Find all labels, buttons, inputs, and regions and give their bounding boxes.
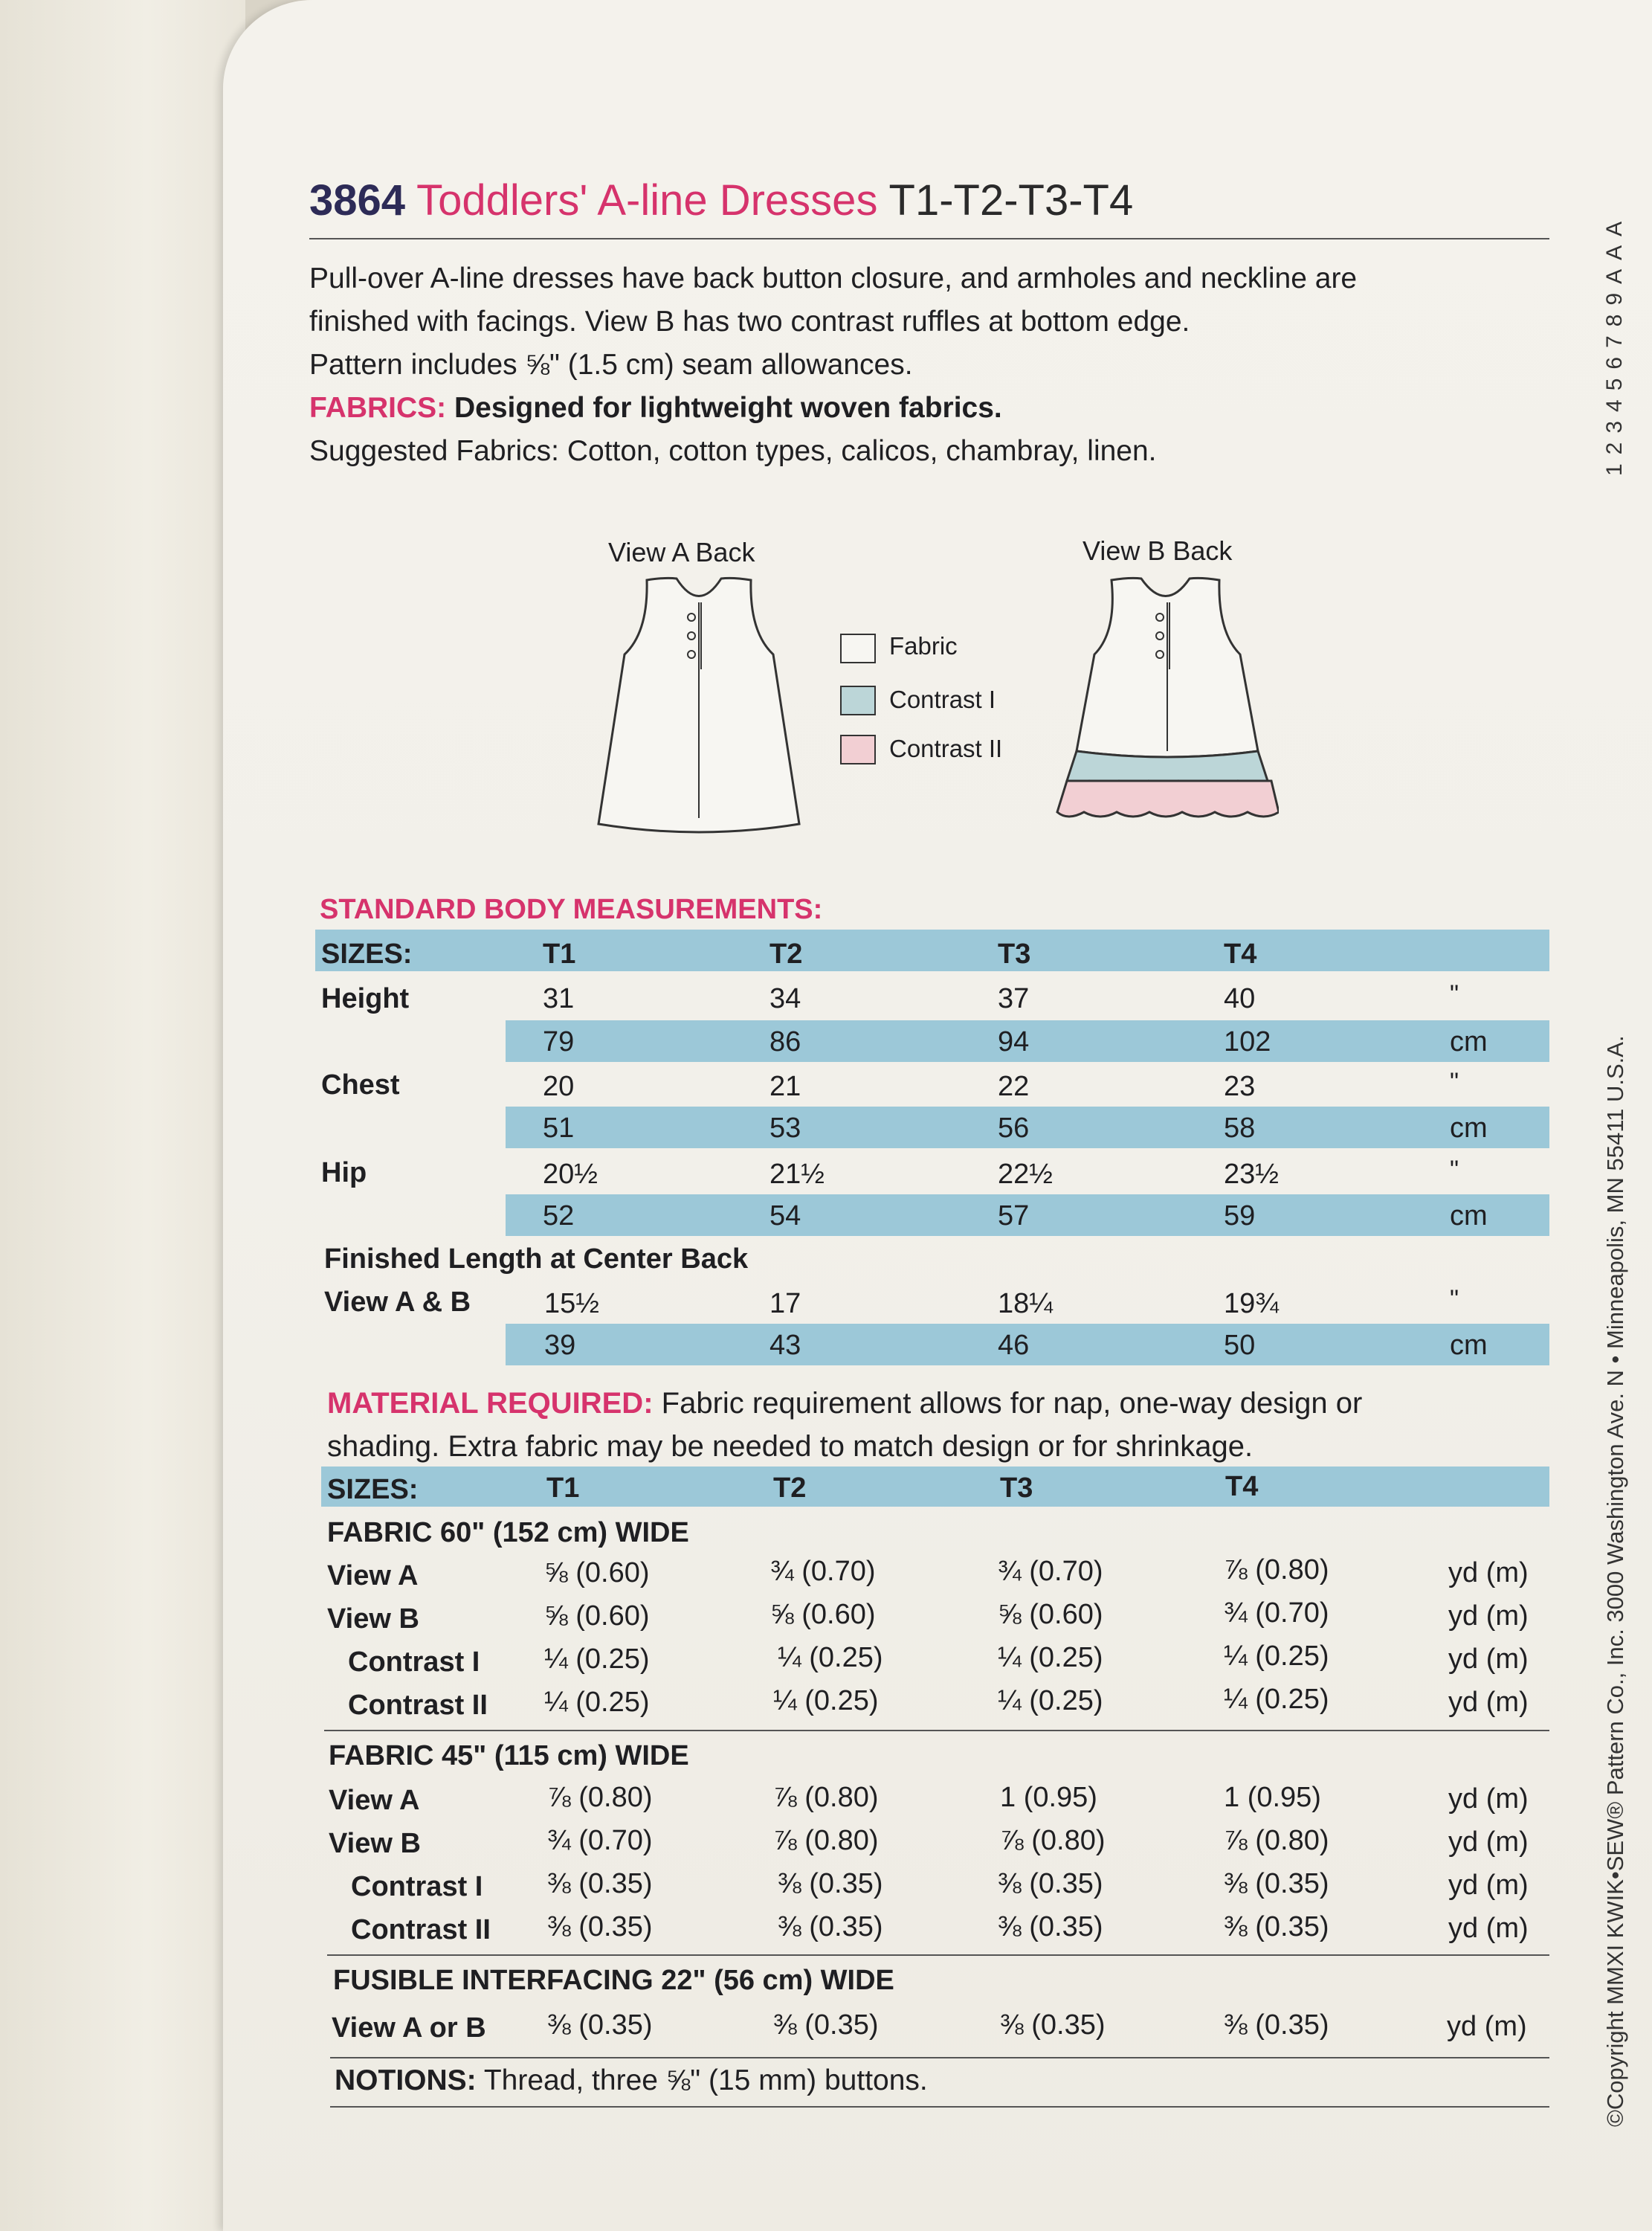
- unit-label: yd (m): [1448, 1557, 1529, 1588]
- row-label-hip: Hip: [321, 1157, 367, 1188]
- header-divider: [309, 238, 1549, 239]
- description-line: Pattern includes ⅝" (1.5 cm) seam allowances.: [309, 349, 913, 381]
- group-divider: [330, 2057, 1549, 2058]
- unit-label: yd (m): [1448, 1644, 1529, 1675]
- table-cell: ⅜ (0.35): [778, 1911, 883, 1942]
- legend-swatch-contrast-1: [840, 686, 876, 715]
- material-size-t3: T3: [1000, 1472, 1033, 1504]
- table-cell: ¼ (0.25): [773, 1685, 879, 1716]
- material-text: shading. Extra fabric may be needed to match design or for shrinkage.: [327, 1430, 1253, 1463]
- table-cell: 19¾: [1224, 1288, 1279, 1319]
- legend-label-contrast-1: Contrast I: [889, 686, 996, 713]
- unit-label: ": [1450, 980, 1459, 1008]
- table-cell: 18¼: [998, 1288, 1053, 1319]
- description: [309, 257, 1573, 473]
- pattern-size-range: T1-T2-T3-T4: [888, 176, 1134, 225]
- table-cell: 1 (0.95): [1224, 1782, 1321, 1813]
- table-cell: 40: [1224, 983, 1256, 1014]
- material-intro: [327, 1382, 1554, 1468]
- material-sizes-band: [321, 1467, 1549, 1507]
- legend-label-fabric: Fabric: [889, 632, 958, 660]
- unit-label: ": [1450, 1156, 1459, 1184]
- table-cell: ⅞ (0.80): [773, 1825, 879, 1856]
- unit-label: yd (m): [1448, 1870, 1529, 1901]
- view-a-dress-drawing: [595, 573, 803, 840]
- table-cell: ¼ (0.25): [998, 1642, 1103, 1673]
- table-cell: 21: [769, 1071, 801, 1102]
- table-cell: 37: [998, 983, 1030, 1014]
- suggested-fabrics: Suggested Fabrics: Cotton, cotton types, calicos, chambray, linen.: [309, 435, 1157, 467]
- body-measurements-title: STANDARD BODY MEASUREMENTS:: [320, 894, 823, 925]
- table-cell: 51: [543, 1113, 575, 1144]
- row-label: View B: [327, 1603, 419, 1635]
- table-cell: ⅞ (0.80): [547, 1782, 653, 1813]
- view-a-label: View A Back: [608, 537, 755, 567]
- unit-label: yd (m): [1448, 1826, 1529, 1858]
- table-cell: 57: [998, 1200, 1030, 1232]
- table-cell: 50: [1224, 1330, 1256, 1361]
- row-label-view-a-b: View A & B: [324, 1287, 471, 1318]
- size-header-t1: T1: [543, 939, 576, 970]
- group-divider: [327, 1954, 1549, 1956]
- group-title-fabric-45: FABRIC 45" (115 cm) WIDE: [329, 1740, 689, 1771]
- table-cell: 86: [769, 1026, 801, 1057]
- legend-swatch-fabric: [840, 634, 876, 663]
- size-header-t2: T2: [769, 939, 803, 970]
- table-cell: 52: [543, 1200, 575, 1232]
- unit-label: cm: [1450, 1026, 1488, 1057]
- pattern-number: 3864: [309, 176, 406, 225]
- material-size-t2: T2: [773, 1472, 807, 1504]
- table-cell: ⅜ (0.35): [547, 2009, 653, 2041]
- material-size-t4: T4: [1225, 1471, 1259, 1502]
- table-cell: 1 (0.95): [1000, 1782, 1097, 1813]
- table-cell: 20: [543, 1071, 575, 1102]
- table-cell: 21½: [769, 1159, 825, 1190]
- table-cell: 31: [543, 983, 575, 1014]
- table-cell: ⅝ (0.60): [998, 1599, 1103, 1630]
- table-cell: ⅜ (0.35): [773, 2009, 879, 2041]
- legend-swatch-contrast-2: [840, 735, 876, 764]
- table-cell: ¼ (0.25): [998, 1685, 1103, 1716]
- table-cell: 79: [543, 1026, 575, 1057]
- table-cell: ⅝ (0.60): [544, 1557, 650, 1588]
- table-cell: 59: [1224, 1200, 1256, 1232]
- bottom-divider: [330, 2106, 1549, 2108]
- group-divider: [324, 1730, 1549, 1731]
- view-b-dress-drawing: [1056, 573, 1279, 825]
- row-label: View A or B: [332, 2012, 486, 2044]
- table-cell: 23½: [1224, 1159, 1279, 1190]
- fabrics-label: FABRICS:: [309, 392, 447, 424]
- sizes-label: SIZES:: [321, 939, 413, 970]
- row-label: View A: [327, 1560, 419, 1591]
- table-cell: ⅜ (0.35): [547, 1911, 653, 1942]
- table-cell: 102: [1224, 1026, 1271, 1057]
- table-cell: ⅝ (0.60): [770, 1599, 876, 1630]
- material-size-t1: T1: [546, 1472, 580, 1504]
- table-cell: ¼ (0.25): [544, 1687, 650, 1718]
- table-cell: 58: [1224, 1113, 1256, 1144]
- group-title-interfacing: FUSIBLE INTERFACING 22" (56 cm) WIDE: [333, 1965, 894, 1996]
- row-label-height: Height: [321, 983, 410, 1014]
- unit-label: cm: [1450, 1113, 1488, 1144]
- material-text: Fabric requirement allows for nap, one-way design or: [661, 1387, 1363, 1420]
- view-b-label: View B Back: [1082, 535, 1233, 566]
- table-cell: ⅜ (0.35): [1000, 2009, 1106, 2041]
- table-cell: ⅜ (0.35): [1224, 1911, 1329, 1942]
- unit-label: cm: [1450, 1330, 1488, 1361]
- table-cell: 54: [769, 1200, 801, 1232]
- row-label: Contrast II: [351, 1914, 491, 1945]
- notions-label: NOTIONS:: [335, 2064, 477, 2096]
- table-cell: 22: [998, 1071, 1030, 1102]
- table-cell: ⅜ (0.35): [778, 1868, 883, 1899]
- unit-label: yd (m): [1448, 1600, 1529, 1632]
- size-header-t3: T3: [998, 939, 1031, 970]
- unit-label: yd (m): [1447, 2011, 1527, 2042]
- table-cell: ⅞ (0.80): [773, 1782, 879, 1813]
- table-cell: ¼ (0.25): [1224, 1641, 1329, 1672]
- table-cell: 22½: [998, 1159, 1053, 1190]
- copyright-notice: ©Copyright MMXI KWIK•SEW® Pattern Co., Inc. 3000 Washington Ave. N • Minneapolis, MN 55411 U.S.A.: [1602, 1035, 1628, 2127]
- group-title-fabric-60: FABRIC 60" (152 cm) WIDE: [327, 1517, 689, 1548]
- table-cell: ¼ (0.25): [1224, 1684, 1329, 1715]
- table-cell: ⅝ (0.60): [544, 1600, 650, 1632]
- unit-label: ": [1450, 1068, 1459, 1096]
- table-cell: ⅜ (0.35): [998, 1911, 1103, 1942]
- sizes-header-band: [315, 930, 1549, 971]
- table-cell: ⅜ (0.35): [1224, 2009, 1329, 2041]
- legend-label-contrast-2: Contrast II: [889, 735, 1003, 762]
- table-cell: 23: [1224, 1071, 1256, 1102]
- material-intro-line: [327, 1382, 1554, 1425]
- row-label: Contrast I: [351, 1871, 483, 1902]
- table-cell: 17: [769, 1288, 801, 1319]
- unit-label: yd (m): [1448, 1913, 1529, 1944]
- finished-length-title: Finished Length at Center Back: [324, 1243, 749, 1275]
- printer-code: 123456789AAA: [1602, 212, 1627, 476]
- table-cell: 53: [769, 1113, 801, 1144]
- table-cell: ⅜ (0.35): [547, 1868, 653, 1899]
- table-cell: ¾ (0.70): [1224, 1597, 1329, 1629]
- fabrics-line: [309, 387, 1573, 430]
- row-label: Contrast I: [348, 1646, 480, 1678]
- size-header-t4: T4: [1224, 939, 1257, 970]
- table-cell: ¾ (0.70): [998, 1556, 1103, 1587]
- table-cell: 15½: [544, 1288, 599, 1319]
- table-cell: ¾ (0.70): [770, 1556, 876, 1587]
- material-title: MATERIAL REQUIRED:: [327, 1387, 654, 1420]
- unit-label: yd (m): [1448, 1687, 1529, 1718]
- unit-label: cm: [1450, 1200, 1488, 1232]
- table-cell: ⅜ (0.35): [998, 1868, 1103, 1899]
- table-cell: ⅞ (0.80): [1224, 1825, 1329, 1856]
- row-label: View A: [329, 1785, 420, 1816]
- envelope-background: [0, 0, 245, 2231]
- material-sizes-label: SIZES:: [327, 1474, 419, 1505]
- fabrics-text: Designed for lightweight woven fabrics.: [454, 392, 1002, 424]
- notions-text: Thread, three ⅝" (15 mm) buttons.: [483, 2064, 928, 2096]
- table-cell: 34: [769, 983, 801, 1014]
- table-cell: 94: [998, 1026, 1030, 1057]
- unit-label: ": [1450, 1285, 1459, 1313]
- table-cell: 56: [998, 1113, 1030, 1144]
- table-cell: ⅞ (0.80): [1224, 1554, 1329, 1585]
- description-line: Pull-over A-line dresses have back button closure, and armholes and neckline are: [309, 263, 1358, 294]
- table-cell: 43: [769, 1330, 801, 1361]
- table-cell: ⅞ (0.80): [1000, 1825, 1106, 1856]
- table-cell: ¼ (0.25): [778, 1642, 883, 1673]
- table-cell: 39: [544, 1330, 576, 1361]
- table-cell: ¾ (0.70): [547, 1825, 653, 1856]
- description-line: finished with facings. View B has two contrast ruffles at bottom edge.: [309, 306, 1190, 338]
- notions-line: [335, 2064, 928, 2097]
- table-cell: ¼ (0.25): [544, 1644, 650, 1675]
- table-cell: 20½: [543, 1159, 598, 1190]
- row-label: View B: [329, 1828, 421, 1859]
- row-label: Contrast II: [348, 1690, 488, 1721]
- pattern-title: [309, 176, 1133, 225]
- pattern-name: Toddlers' A-line Dresses: [416, 176, 878, 225]
- row-label-chest: Chest: [321, 1069, 400, 1101]
- table-cell: ⅜ (0.35): [1224, 1868, 1329, 1899]
- table-cell: 46: [998, 1330, 1030, 1361]
- unit-label: yd (m): [1448, 1783, 1529, 1815]
